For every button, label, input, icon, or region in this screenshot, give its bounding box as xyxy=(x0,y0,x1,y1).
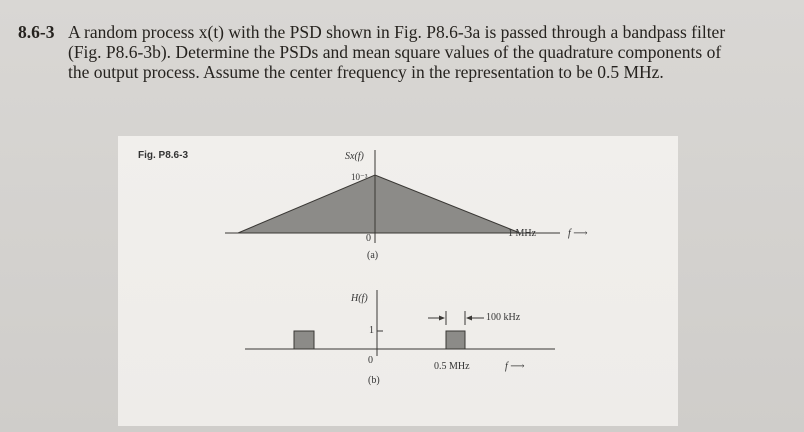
psd-freq-label: 1 MHz xyxy=(508,228,537,239)
problem-number: 8.6-3 xyxy=(18,22,55,42)
filter-y-label: H(f) xyxy=(351,293,368,304)
filter-bandwidth-label: 100 kHz xyxy=(486,312,521,323)
psd-peak-label: 10⁻³ xyxy=(351,172,368,182)
bandwidth-arrowhead-right xyxy=(466,316,472,321)
psd-origin-label: 0 xyxy=(366,233,371,244)
psd-caption: (a) xyxy=(367,250,379,261)
psd-axis-label: f ⟶ xyxy=(568,228,588,239)
filter-center-label: 0.5 MHz xyxy=(434,361,470,372)
bandwidth-arrowhead-left xyxy=(439,316,445,321)
filter-passband-negative xyxy=(294,331,314,349)
filter-passband-positive xyxy=(446,331,465,349)
filter-unit-label: 1 xyxy=(369,325,374,336)
filter-caption: (b) xyxy=(368,375,380,386)
psd-y-label: Sx(f) xyxy=(345,151,364,162)
filter-axis-label: f ⟶ xyxy=(505,361,525,372)
figure-label: Fig. P8.6-3 xyxy=(138,150,189,161)
psd-triangle xyxy=(238,175,520,233)
filter-origin-label: 0 xyxy=(368,355,373,366)
problem-text: A random process x(t) with the PSD shown in Fig. P8.6-3a is passed through a bandpass filter (Fig. P8.6-3b). Determine the PSDs and mean square values of the quadrature components of the output process. Assume the center frequency in the representation to be 0.5 MHz. xyxy=(68,22,726,82)
